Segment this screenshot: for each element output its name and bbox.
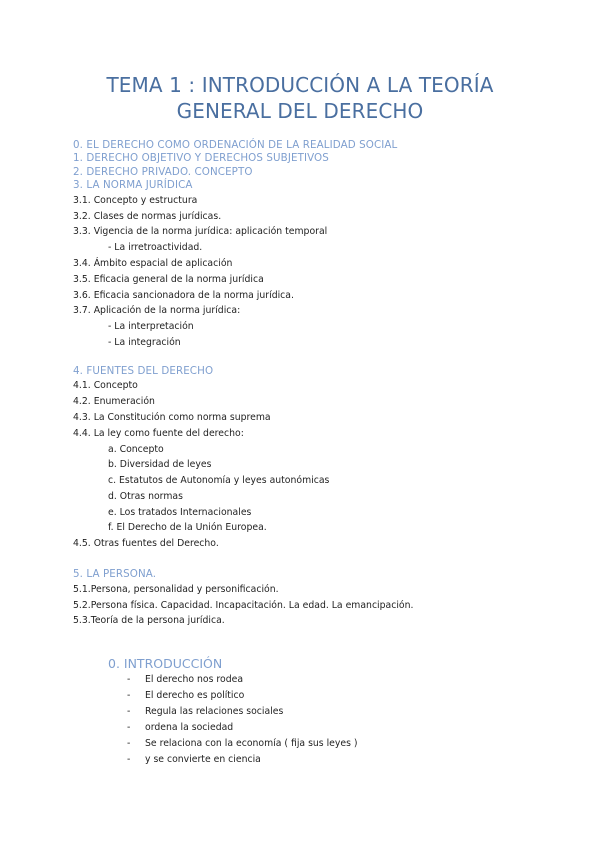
bullet-dash: - bbox=[127, 754, 131, 765]
list-subitem: e. Los tratados Internacionales bbox=[108, 507, 252, 518]
list-item: 4.1. Concepto bbox=[73, 380, 138, 391]
list-item: 3.2. Clases de normas jurídicas. bbox=[73, 211, 222, 222]
list-item: 3.7. Aplicación de la norma jurídica: bbox=[73, 305, 241, 316]
document-title-line-1: TEMA 1 : INTRODUCCIÓN A LA TEORÍA bbox=[106, 73, 494, 97]
list-item: 4.3. La Constitución como norma suprema bbox=[73, 412, 271, 423]
list-item: 3.4. Ámbito espacial de aplicación bbox=[73, 258, 233, 269]
list-item: 4.5. Otras fuentes del Derecho. bbox=[73, 538, 219, 549]
list-item: El derecho es político bbox=[145, 690, 245, 701]
list-subitem: - La integración bbox=[108, 337, 181, 348]
list-item: y se convierte en ciencia bbox=[145, 754, 261, 765]
section-heading-1: 1. DERECHO OBJETIVO Y DERECHOS SUBJETIVOS bbox=[73, 152, 329, 164]
list-item: 5.2.Persona física. Capacidad. Incapacitación. La edad. La emancipación. bbox=[73, 600, 414, 611]
bullet-dash: - bbox=[127, 674, 131, 685]
bullet-dash: - bbox=[127, 722, 131, 733]
list-subitem: b. Diversidad de leyes bbox=[108, 459, 212, 470]
section-heading-3: 3. LA NORMA JURÍDICA bbox=[73, 179, 193, 191]
section-heading-5: 5. LA PERSONA. bbox=[73, 568, 157, 580]
section-heading-4: 4. FUENTES DEL DERECHO bbox=[73, 365, 214, 377]
bullet-dash: - bbox=[127, 706, 131, 717]
list-subitem: a. Concepto bbox=[108, 444, 164, 455]
list-item: Regula las relaciones sociales bbox=[145, 706, 284, 717]
list-item: El derecho nos rodea bbox=[145, 674, 244, 685]
section-heading-0: 0. EL DERECHO COMO ORDENACIÓN DE LA REALIDAD SOCIAL bbox=[73, 139, 398, 151]
list-subitem: - La interpretación bbox=[108, 321, 194, 332]
list-item: ordena la sociedad bbox=[145, 722, 234, 733]
list-item: 3.5. Eficacia general de la norma jurídica bbox=[73, 274, 264, 285]
list-subitem: d. Otras normas bbox=[108, 491, 183, 502]
document-title-line-2: GENERAL DEL DERECHO bbox=[176, 99, 424, 123]
list-item: Se relaciona con la economía ( fija sus leyes ) bbox=[145, 738, 358, 749]
section-heading-2: 2. DERECHO PRIVADO. CONCEPTO bbox=[73, 166, 253, 178]
list-item: 3.1. Concepto y estructura bbox=[73, 195, 198, 206]
list-item: 5.3.Teoría de la persona jurídica. bbox=[73, 615, 225, 626]
list-subitem: f. El Derecho de la Unión Europea. bbox=[108, 522, 267, 533]
list-item: 3.3. Vigencia de la norma jurídica: aplicación temporal bbox=[73, 226, 328, 237]
bullet-dash: - bbox=[127, 738, 131, 749]
introduction-heading: 0. INTRODUCCIÓN bbox=[108, 656, 223, 671]
bullet-dash: - bbox=[127, 690, 131, 701]
list-item: 3.6. Eficacia sancionadora de la norma jurídica. bbox=[73, 290, 294, 301]
list-subitem: - La irretroactividad. bbox=[108, 242, 203, 253]
list-item: 4.4. La ley como fuente del derecho: bbox=[73, 428, 244, 439]
list-item: 5.1.Persona, personalidad y personificación. bbox=[73, 584, 279, 595]
list-subitem: c. Estatutos de Autonomía y leyes autonómicas bbox=[108, 475, 330, 486]
list-item: 4.2. Enumeración bbox=[73, 396, 155, 407]
